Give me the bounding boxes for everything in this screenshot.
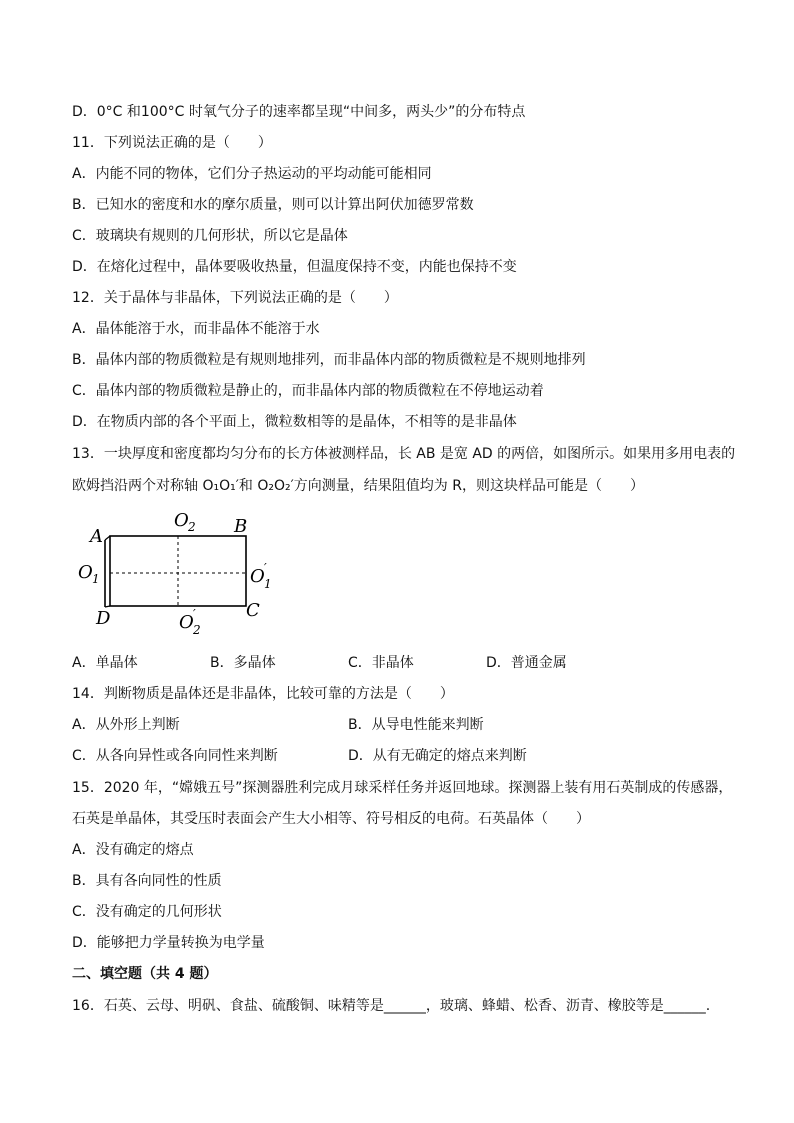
q14-option-d: D．从有无确定的熔点来判断 bbox=[348, 748, 527, 764]
q14-option-a: A．从外形上判断 bbox=[72, 717, 180, 733]
label-c: C bbox=[246, 600, 260, 621]
line-q10-d: D．0°C 和100°C 时氧气分子的速率都呈现“中间多，两头少”的分布特点 bbox=[72, 104, 526, 120]
label-o1-left: O bbox=[78, 562, 93, 583]
label-o1-right-prime: ′ bbox=[264, 561, 267, 575]
q13-option-b: B．多晶体 bbox=[210, 655, 276, 671]
q15-option-d: D．能够把力学量转换为电学量 bbox=[72, 935, 265, 951]
q14-stem: 14．判断物质是晶体还是非晶体，比较可靠的方法是（ ） bbox=[72, 686, 454, 702]
label-b: B bbox=[234, 516, 248, 537]
q15-option-b: B．具有各向同性的性质 bbox=[72, 873, 222, 889]
q13-option-c: C．非晶体 bbox=[348, 655, 414, 671]
q13-option-d: D．普通金属 bbox=[486, 655, 567, 671]
label-a: A bbox=[90, 526, 103, 547]
q12-option-a: A．晶体能溶于水，而非晶体不能溶于水 bbox=[72, 321, 320, 337]
label-o1-right-sub: 1 bbox=[264, 577, 272, 591]
label-o2-bottom: O bbox=[179, 612, 194, 633]
q11-option-d: D．在熔化过程中，晶体要吸收热量，但温度保持不变，内能也保持不变 bbox=[72, 259, 517, 275]
q15-option-a: A．没有确定的熔点 bbox=[72, 842, 194, 858]
q13-option-a: A．单晶体 bbox=[72, 655, 138, 671]
q11-option-c: C．玻璃块有规则的几何形状，所以它是晶体 bbox=[72, 228, 348, 244]
label-o1-left-sub: 1 bbox=[92, 572, 100, 586]
q11-option-a: A．内能不同的物体，它们分子热运动的平均动能可能相同 bbox=[72, 166, 432, 182]
q13-stem-line1: 13．一块厚度和密度都均匀分布的长方体被测样品，长 AB 是宽 AD 的两倍，如图所示。如果用多用电表的 bbox=[72, 446, 736, 462]
label-o2-top: O bbox=[174, 510, 189, 531]
label-o1-right: O bbox=[250, 566, 265, 587]
label-o2-top-sub: 2 bbox=[188, 520, 196, 534]
q15-stem-line1: 15．2020 年，“嫦娥五号”探测器胜利完成月球采样任务并返回地球。探测器上装有用石英制成的传感器， bbox=[72, 780, 733, 796]
block-front-face bbox=[110, 536, 246, 606]
q12-option-c: C．晶体内部的物质微粒是静止的，而非晶体内部的物质微粒在不停地运动着 bbox=[72, 383, 544, 399]
q16-stem: 16．石英、云母、明矾、食盐、硫酸铜、味精等是______，玻璃、蜂蜡、松香、沥青、橡胶等是______. bbox=[72, 998, 711, 1014]
q14-option-b: B．从导电性能来判断 bbox=[348, 717, 484, 733]
label-o2-bottom-sub: 2 bbox=[193, 623, 201, 637]
section-heading-fill-in: 二、填空题（共 4 题） bbox=[72, 966, 218, 982]
q12-stem: 12．关于晶体与非晶体，下列说法正确的是（ ） bbox=[72, 290, 398, 306]
q12-option-d: D．在物质内部的各个平面上，微粒数相等的是晶体，不相等的是非晶体 bbox=[72, 414, 517, 430]
q12-option-b: B．晶体内部的物质微粒是有规则地排列，而非晶体内部的物质微粒是不规则地排列 bbox=[72, 352, 586, 368]
q13-stem-line2: 欧姆挡沿两个对称轴 O₁O₁′和 O₂O₂′方向测量，结果阻值均为 R，则这块样品可能是（ ） bbox=[72, 478, 644, 494]
q11-option-b: B．已知水的密度和水的摩尔质量，则可以计算出阿伏加德罗常数 bbox=[72, 197, 474, 213]
sample-block-figure bbox=[74, 506, 284, 640]
label-d: D bbox=[96, 608, 111, 629]
q15-stem-line2: 石英是单晶体，其受压时表面会产生大小相等、符号相反的电荷。石英晶体（ ） bbox=[72, 811, 590, 827]
q11-stem: 11．下列说法正确的是（ ） bbox=[72, 135, 272, 151]
label-o2-bottom-prime: ′ bbox=[193, 607, 196, 621]
q14-option-c: C．从各向异性或各向同性来判断 bbox=[72, 748, 278, 764]
q15-option-c: C．没有确定的几何形状 bbox=[72, 904, 222, 920]
